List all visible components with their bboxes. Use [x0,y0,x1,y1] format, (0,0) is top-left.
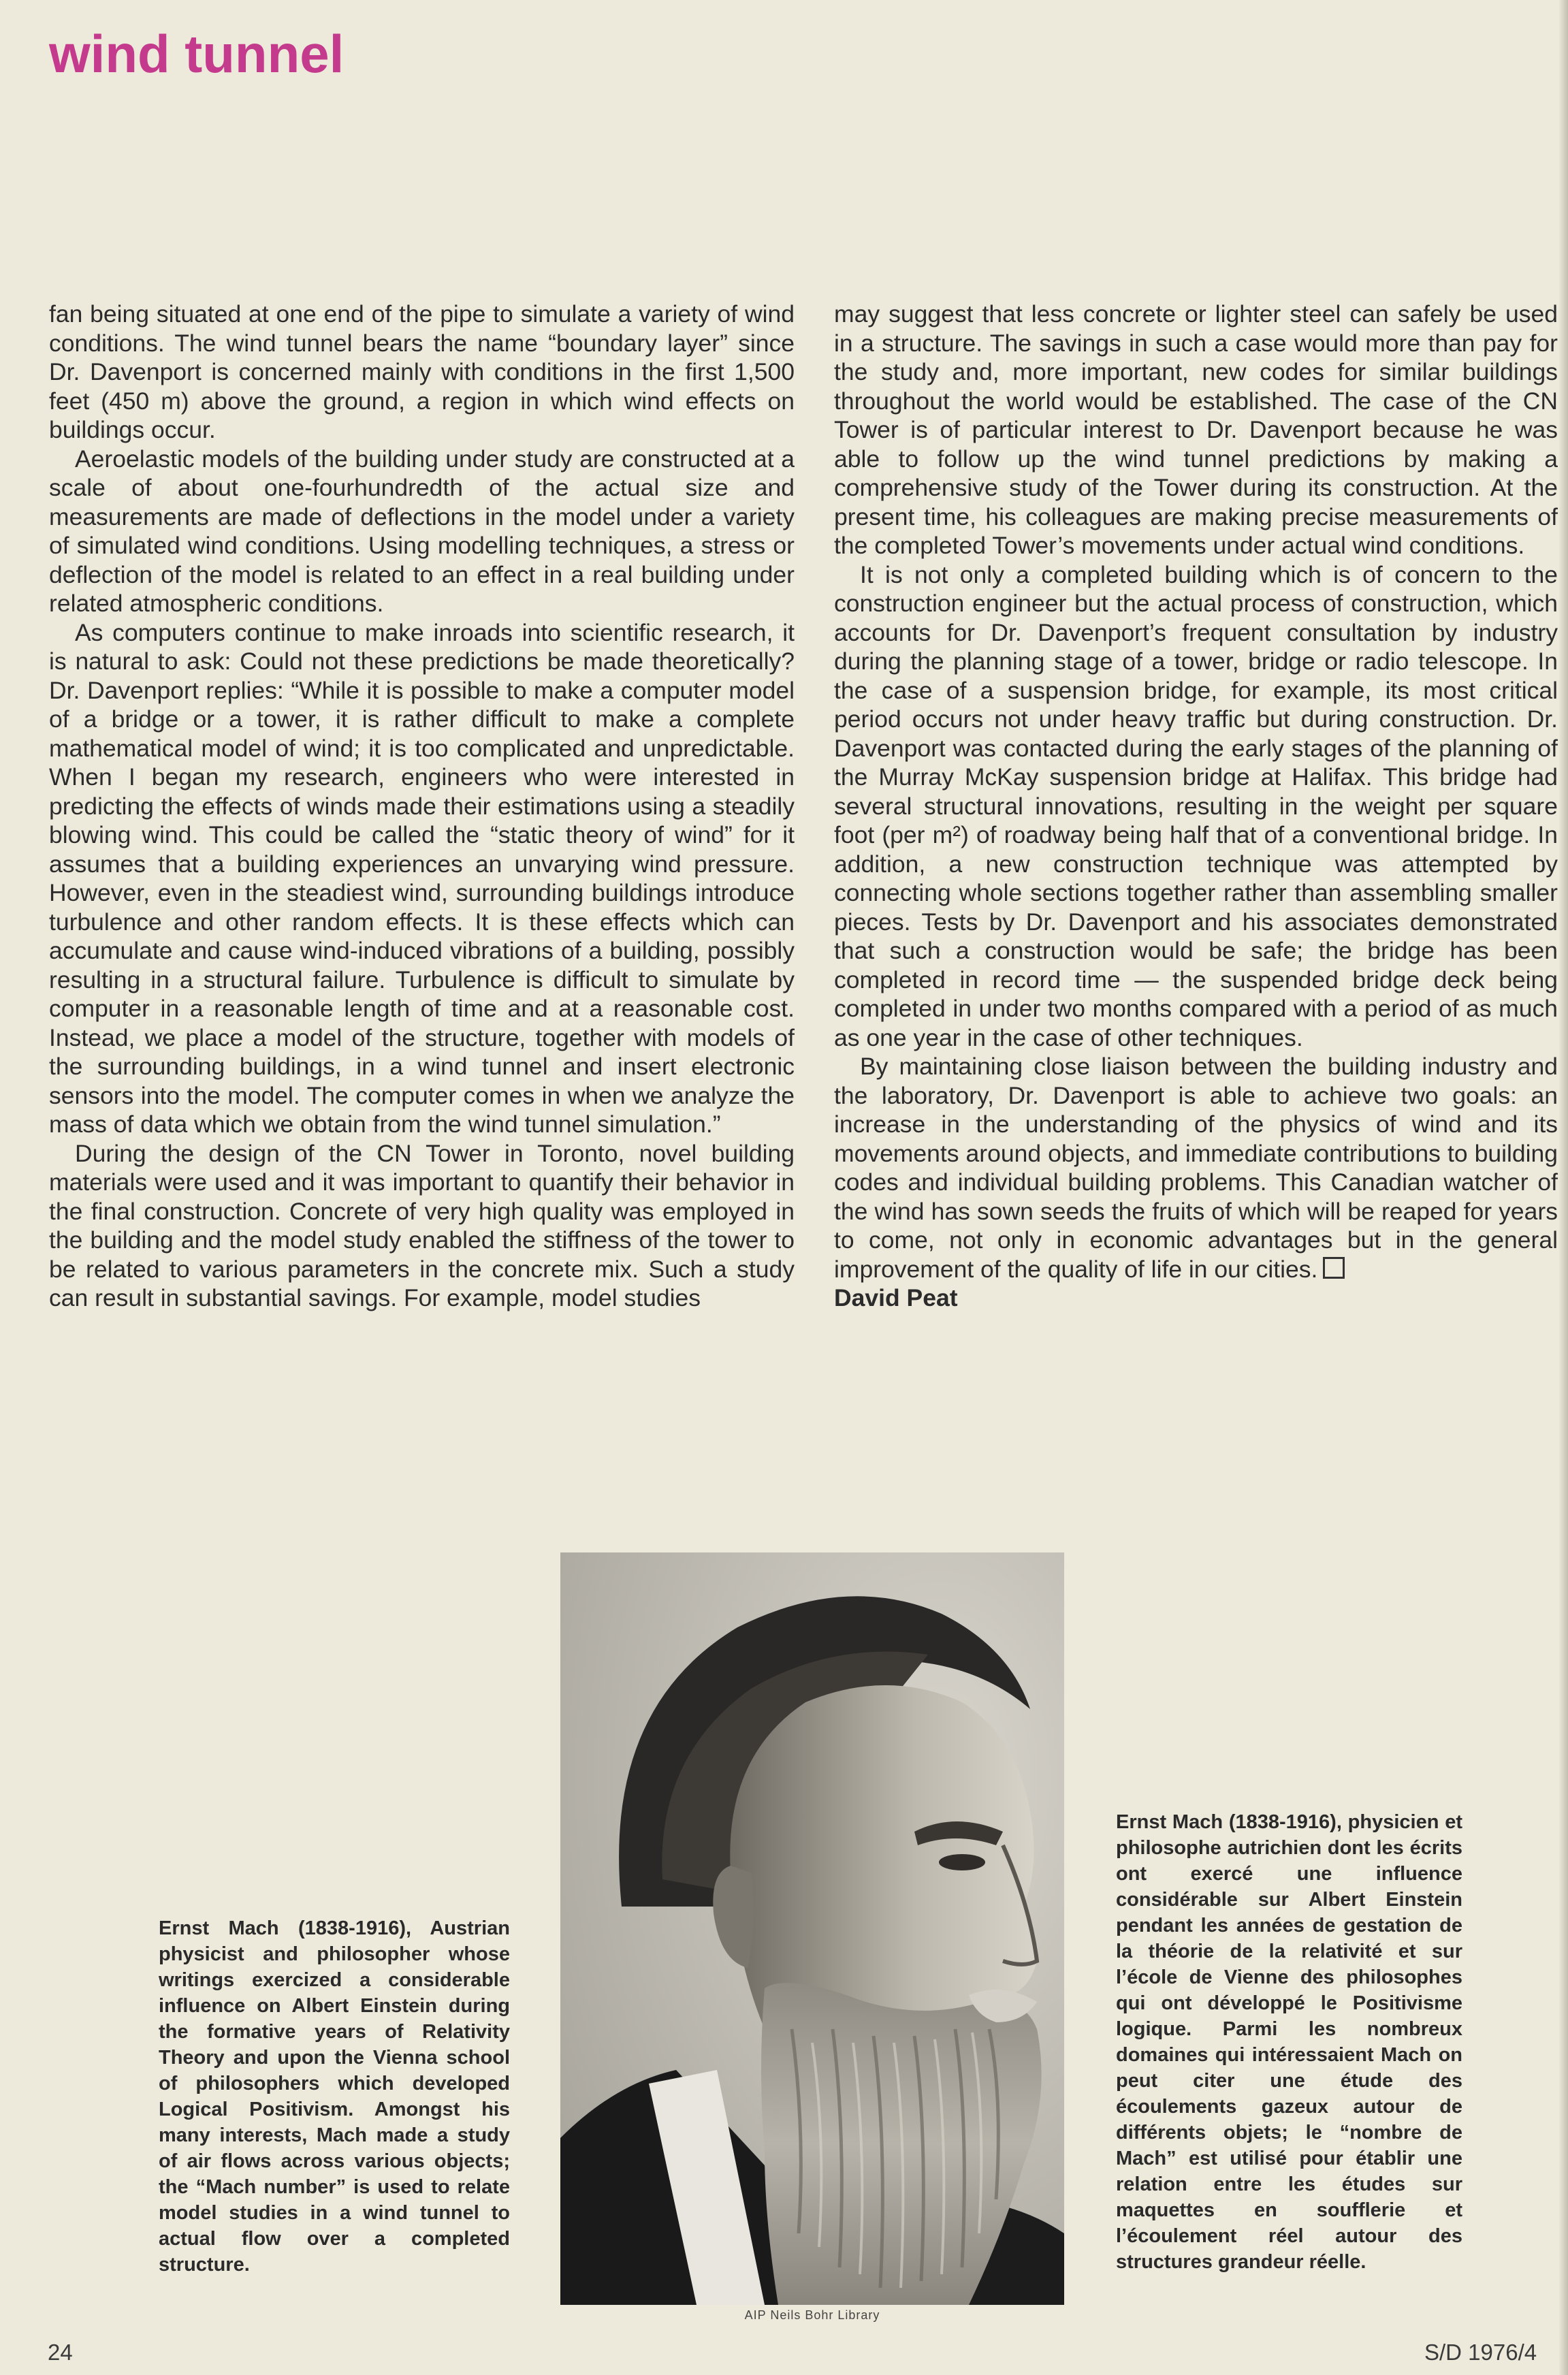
paragraph: As computers continue to make inroads into scientific research, it is natural to ask: Could not these predictions be made theoretically? Dr. Davenport replies: “While it is possible to make a computer model of a bridge or a tower, it is rather difficult to make a complete mathematical model of wind; it is too complicated and unpredictable. When I began my research, engineers who were interested in predicting the effects of winds made their estimations using a steadily blowing wind. This could be called the “static theory of wind” for it assumes that a building experiences an unvarying wind pressure. However, even in the steadiest wind, surrounding buildings introduce turbulence and other random effects. It is these effects which can accumulate and cause wind-induced vibrations of a building, possibly resulting in a structural failure. Turbulence is difficult to simulate by computer in a reasonable length of time and at a reasonable cost. Instead, we place a model of the structure, together with models of the surrounding buildings, in a wind tunnel and insert electronic sensors into the model. The computer comes in when we analyze the mass of data which we obtain from the wind tunnel simulation.” [49,618,795,1138]
paragraph: Aeroelastic models of the building under study are constructed at a scale of about one-fourhundredth of the actual size and measurements are made of deflections in the model under a variety of simulated wind conditions. Using modelling techniques, a stress or deflection of the model is related to an effect in a real building under related atmospheric conditions. [49,445,795,617]
article-column-right [834,300,1558,1313]
issue-label: S/D 1976/4 [1424,2340,1537,2365]
portrait-illustration [560,1552,1064,2305]
paragraph: fan being situated at one end of the pipe to simulate a variety of wind conditions. The wind tunnel bears the name “boundary layer” since Dr. Davenport is concerned mainly with conditions in the first 1,500 feet (450 m) above the ground, a region in which wind effects on buildings occur. [49,300,795,443]
photo-caption-french: Ernst Mach (1838-1916), physicien et philosophe autrichien dont les écrits ont exercé une influence considérable sur Albert Einstein pendant les années de gestation de la théorie de la relativité et sur l’école de Vienne des philosophes qui ont développé le Positivisme logique. Parmi les nombreux domaines qui intéressaient Mach on peut citer une étude des écoulements gazeux autour de différents objets; le “nombre de Mach” est utilisé pour établir une relation entre les études sur maquettes en soufflerie et l’écoulement réel autour des structures grandeur réelle. [1116,1811,1462,2273]
paragraph: During the design of the CN Tower in Toronto, novel building materials were used and it was important to quantify their behavior in the final construction. Concrete of very high quality was employed in the building and the model study enabled the stiffness of the tower to be related to various parameters in the concrete mix. Such a study can result in substantial savings. For example, model studies [49,1139,795,1311]
paragraph: may suggest that less concrete or lighter steel can safely be used in a structure. The savings in such a case would more than pay for the study and, more important, new codes for similar buildings throughout the world would be established. The case of the CN Tower is of particular interest to Dr. Davenport because he was able to follow up the wind tunnel predictions by making a comprehensive study of the Tower during its construction. At the present time, his colleagues are making precise measurements of the completed Tower’s movements under actual wind conditions. [834,300,1558,559]
page-number: 24 [48,2340,73,2365]
portrait-photo [560,1552,1064,2305]
paragraph [834,1052,1558,1284]
paragraph-text: By maintaining close liaison between the building industry and the laboratory, Dr. Davenport is able to achieve two goals: an increase in the understanding of the physics of wind and its movements around objects, and immediate contributions to building codes and individual building problems. This Canadian watcher of the wind has sown seeds the fruits of which will be reaped for years to come, not only in economic advantages but in the general improvement of the quality of life in our cities. [834,1053,1558,1283]
page-edge-shadow [1558,0,1568,2375]
article-column-left [49,300,795,1313]
author-byline: David Peat [834,1284,958,1311]
end-of-article-mark-icon [1323,1257,1345,1279]
section-title: wind tunnel [49,24,345,84]
paragraph: It is not only a completed building which is of concern to the construction engineer but the actual process of construction, which accounts for Dr. Davenport’s frequent consultation by industry during the planning stage of a tower, bridge or radio telescope. In the case of a suspension bridge, for example, its most critical period occurs not under heavy traffic but during construction. Dr. Davenport was contacted during the early stages of the planning of the Murray McKay suspension bridge at Halifax. This bridge had several structural innovations, resulting in the weight per square foot (per m²) of roadway being half that of a conventional bridge. In addition, a new construction technique was attempted by connecting whole sections together rather than assembling smaller pieces. Tests by Dr. Davenport and his associates demonstrated that such a construction would be safe; the bridge has been completed in record time — the suspended bridge deck being completed in under two months compared with a period of as much as one year in the case of other techniques. [834,560,1558,1051]
photo-credit: AIP Neils Bohr Library [744,2308,880,2322]
photo-caption-english: Ernst Mach (1838-1916), Austrian physicist and philosopher whose writings exercized a considerable influence on Albert Einstein during the formative years of Relativity Theory and upon the Vienna school of philosophers which developed Logical Positivism. Amongst his many interests, Mach made a study of air flows across various objects; the “Mach number” is used to relate model studies in a wind tunnel to actual flow over a completed structure. [159,1917,510,2276]
